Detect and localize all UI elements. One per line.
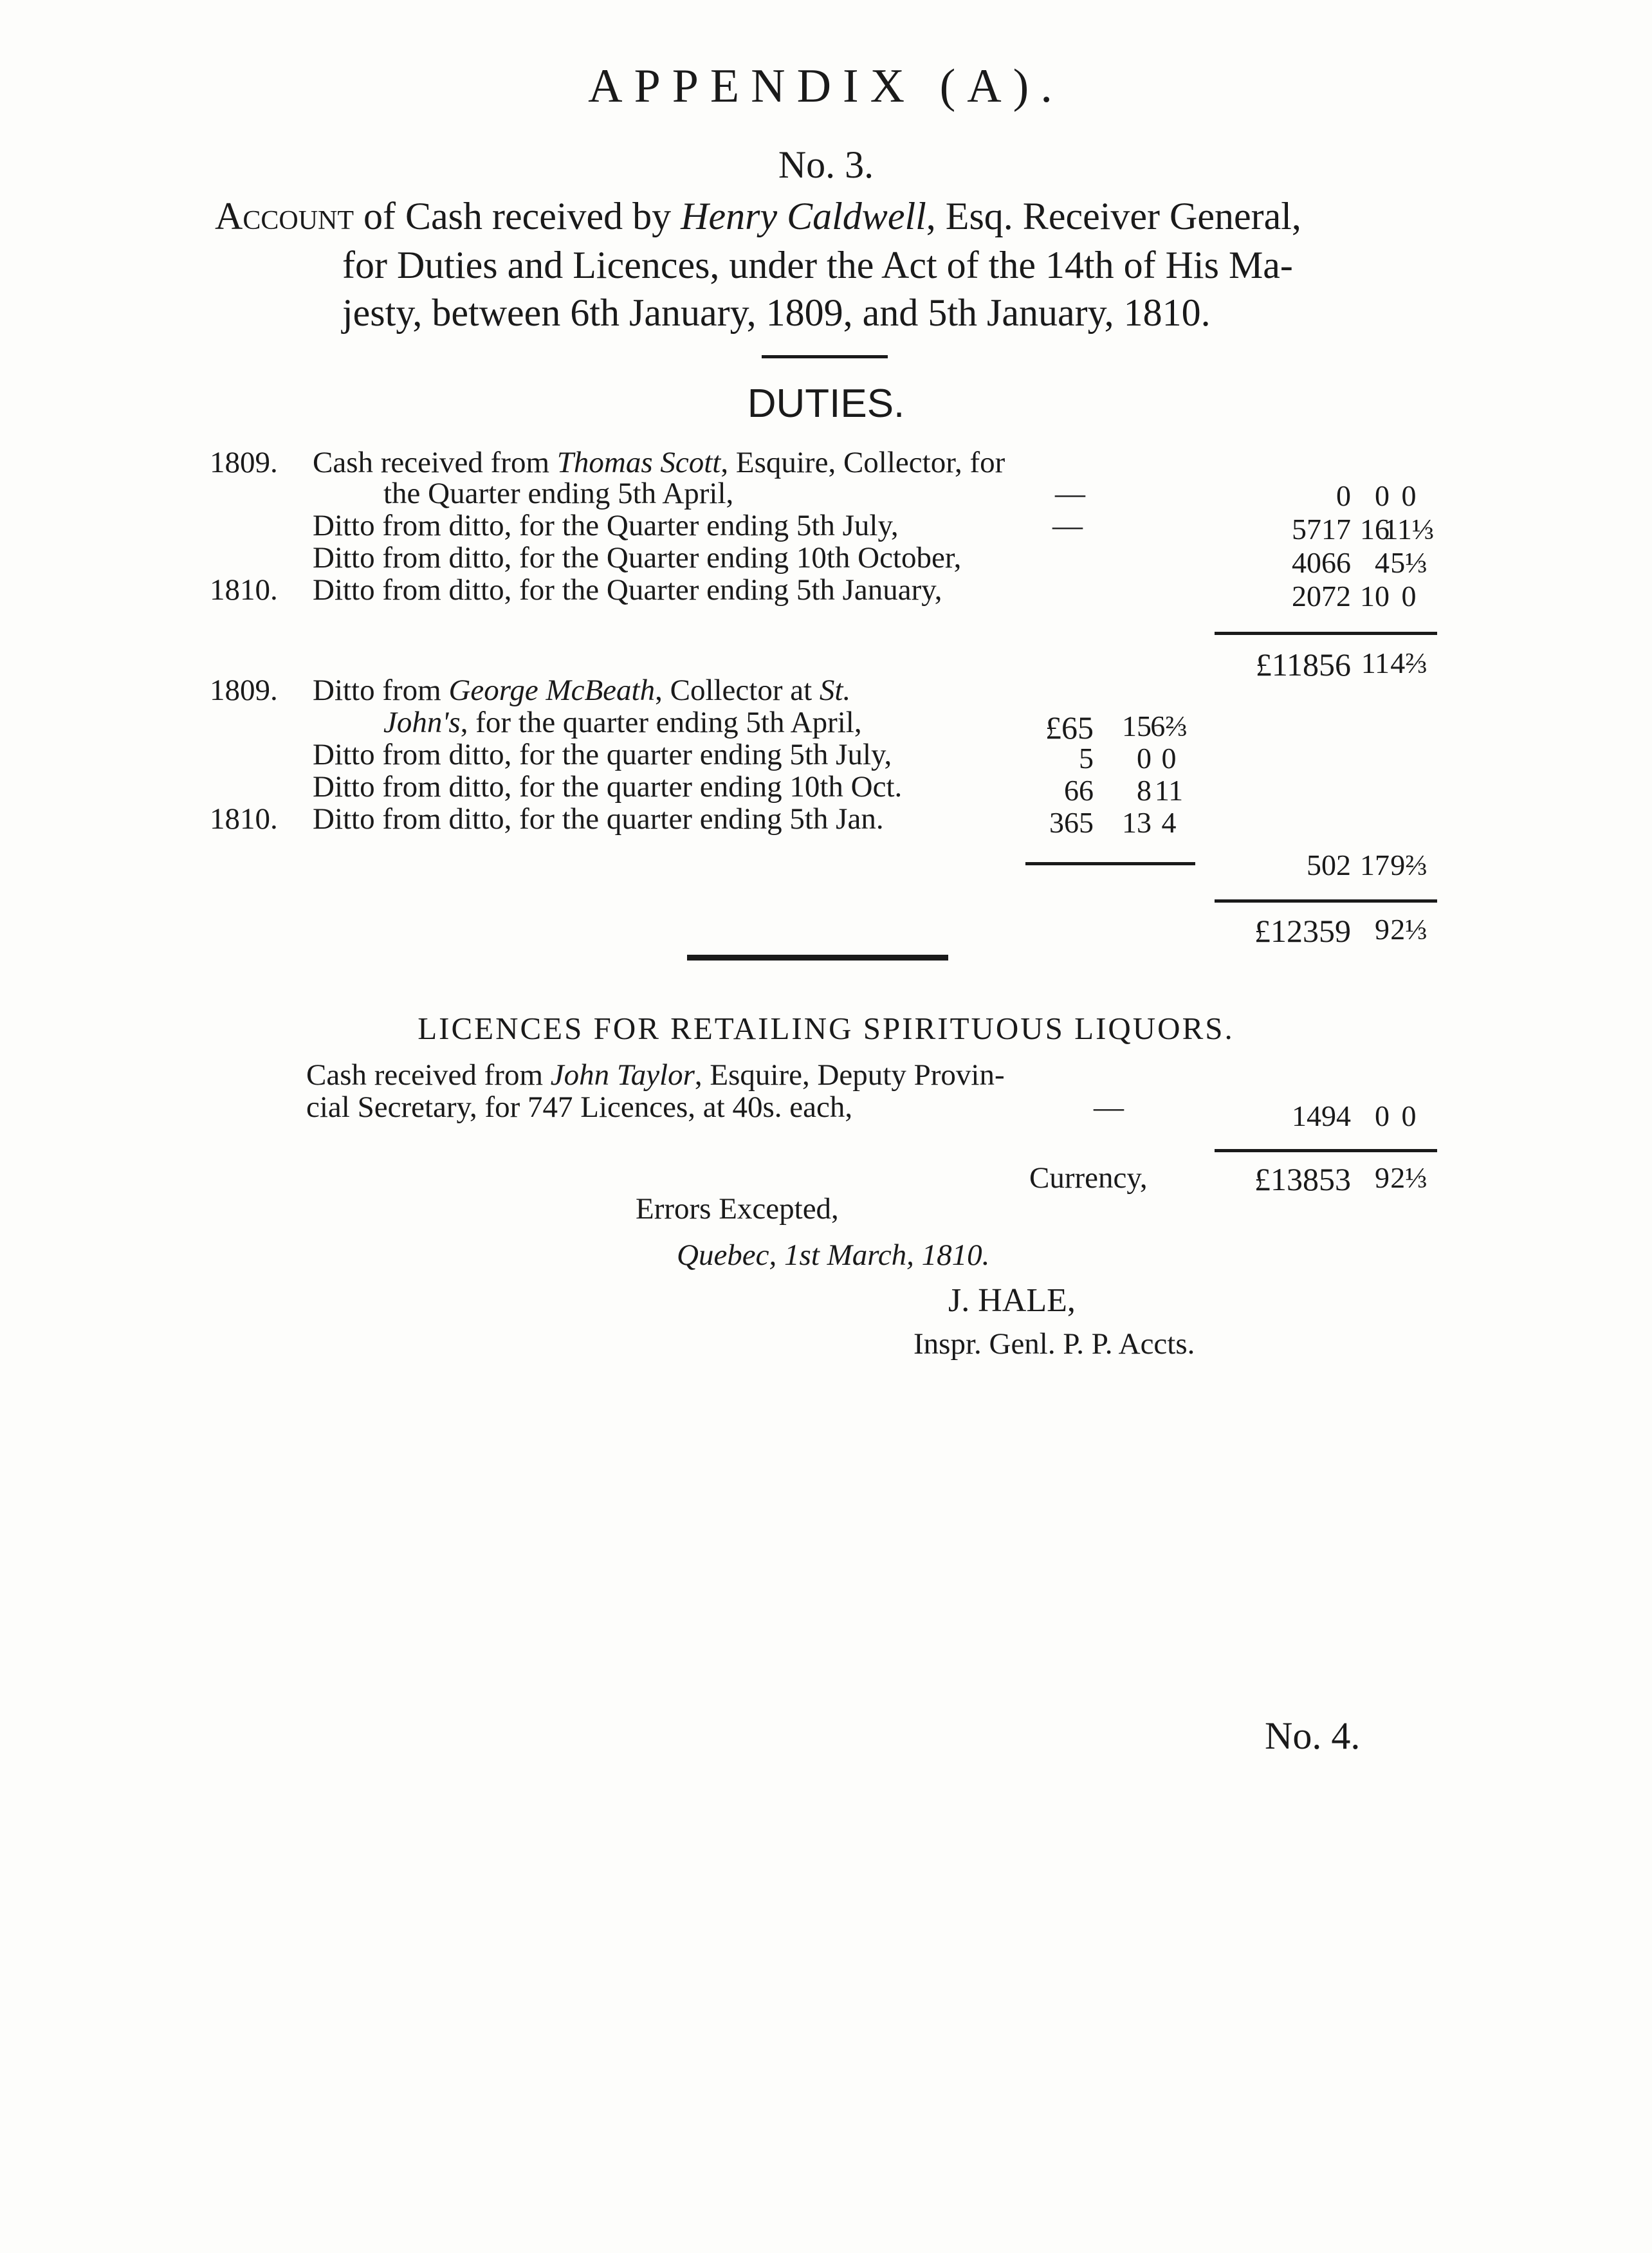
mcbeath-total-shillings: 17 [1360,849,1390,881]
scott-line5: Ditto from ditto, for the Quarter ending 5th January, [313,573,942,607]
account-title-line2: for Duties and Licences, under the Act of the 14th of His Ma- [342,244,1293,286]
scott-amount-2-pounds: 5717 [1292,513,1351,546]
currency-total-rule [1215,1149,1437,1152]
scott-amount-3-pounds: 4066 [1292,546,1351,579]
mcbeath-total-pounds: 502 [1307,849,1351,881]
title-divider [762,355,888,358]
mcbeath-amount-2-pounds: 5 [1079,742,1094,775]
grand-total-pounds: £12359 [1254,913,1351,949]
licences-amount-pence: 0 [1401,1099,1417,1132]
section-divider [687,955,948,961]
scott-total-shillings: 11 [1361,647,1390,679]
mcbeath-amount-2-pence: 0 [1161,742,1177,775]
scott-amount-1-shillings: 0 [1375,479,1390,512]
mcbeath-subtotal-rule [1025,862,1195,865]
year-1809-scott: 1809. [210,446,278,479]
grand-total-rule [1215,899,1437,903]
licences-line1-b: , Esquire, Deputy Provin- [694,1058,1005,1092]
scott-amount-2-shillings: 16 [1360,513,1390,546]
scott-amount-3-shillings: 4 [1375,546,1390,579]
scott-total-pence: 4⅔ [1390,647,1427,679]
mcbeath-line2-b: , for the quarter ending 5th April, [460,706,862,739]
scott-line2: the Quarter ending 5th April, [383,477,734,510]
licences-amount-shillings: 0 [1375,1099,1390,1132]
scott-name: Thomas Scott [556,446,721,479]
mcbeath-line1-a: Ditto from [313,674,449,707]
mcbeath-line2 [383,705,862,740]
appendix-heading: APPENDIX (A). [588,60,1064,113]
scott-dash: — [1055,477,1085,510]
scott-amount-1-pence: 0 [1401,479,1417,512]
document-number: No. 3. [778,143,874,186]
scott-amount-3-pence: 5⅓ [1390,546,1427,579]
mcbeath-amount-3-pence: 11 [1154,774,1184,807]
currency-label: Currency, [1029,1161,1148,1195]
mcbeath-line1 [313,673,850,708]
mcbeath-place-1: St. [819,674,851,707]
licences-heading: LICENCES FOR RETAILING SPIRITUOUS LIQUORS. [418,1011,1234,1046]
title-part1: of Cash received by [354,195,681,237]
currency-total-shillings: 9 [1375,1161,1390,1194]
licences-amount-pounds: 1494 [1292,1099,1351,1132]
mcbeath-place-2: John's [383,706,461,739]
scott-total-pounds: £11856 [1255,647,1351,683]
place-date: Quebec, 1st March, 1810. [677,1238,990,1272]
title-part2: , Esq. Receiver General, [926,195,1301,237]
scott-line4: Ditto from ditto, for the Quarter ending 10th October, [313,541,962,575]
mcbeath-line3: Ditto from ditto, for the quarter ending 5th July, [313,738,892,771]
mcbeath-amount-1-shillings: 15 [1122,710,1152,742]
scott-amount-1-pounds: 0 [1336,479,1351,512]
mcbeath-amount-4-pence: 4 [1161,806,1177,839]
mcbeath-amount-4-shillings: 13 [1122,806,1152,839]
mcbeath-line5: Ditto from ditto, for the quarter ending 5th Jan. [313,802,884,836]
errors-excepted: Errors Excepted, [636,1192,839,1226]
taylor-name: John Taylor [550,1058,695,1092]
scott-line1-b: , Esquire, Collector, for [720,446,1005,479]
mcbeath-amount-3-pounds: 66 [1064,774,1094,807]
scott-line3: Ditto from ditto, for the Quarter ending 5th July, [313,509,899,542]
scott-line1 [313,445,1005,480]
mcbeath-total-pence: 9⅔ [1390,849,1427,881]
mcbeath-amount-1-pence: 6⅔ [1150,710,1188,742]
licences-dash: — [1094,1090,1124,1124]
scott-amount-2-pence: 11⅓ [1383,513,1435,546]
year-1810-mcbeath: 1810. [210,802,278,836]
scott-total-rule [1215,632,1437,635]
scott-amount-4-shillings: 10 [1360,580,1390,612]
mcbeath-line1-b: , Collector at [655,674,820,707]
year-1810-scott: 1810. [210,573,278,607]
scott-amount-4-pounds: 2072 [1292,580,1351,612]
mcbeath-amount-4-pounds: 365 [1049,806,1094,839]
scott-amount-4-pence: 0 [1401,580,1417,612]
duties-heading: DUTIES. [747,382,905,426]
signature-office: Inspr. Genl. P. P. Accts. [913,1327,1195,1361]
currency-total-pounds: £13853 [1254,1161,1351,1197]
mcbeath-name: George McBeath [448,674,656,707]
account-title-line1 [215,194,1301,239]
licences-line1-a: Cash received from [306,1058,551,1092]
scott-line1-a: Cash received from [313,446,557,479]
mcbeath-line4: Ditto from ditto, for the quarter ending 10th Oct. [313,770,903,804]
account-title-line3: jesty, between 6th January, 1809, and 5th January, 1810. [342,291,1211,334]
next-page-number: No. 4. [1265,1715,1361,1757]
mcbeath-amount-3-shillings: 8 [1137,774,1152,807]
grand-total-pence: 2⅓ [1390,913,1427,946]
licences-line1 [306,1058,1005,1092]
mcbeath-amount-2-shillings: 0 [1137,742,1152,775]
signature-name: J. HALE, [948,1282,1076,1319]
title-lead: Account [215,195,354,237]
licences-line2: cial Secretary, for 747 Licences, at 40s. each, [306,1090,853,1124]
title-name: Henry Caldwell [681,195,926,237]
year-1809-mcbeath: 1809. [210,674,278,707]
grand-total-shillings: 9 [1375,913,1390,946]
scott-dash-2: — [1052,509,1083,542]
mcbeath-amount-1-pounds: £65 [1045,710,1094,746]
currency-total-pence: 2⅓ [1390,1161,1427,1194]
